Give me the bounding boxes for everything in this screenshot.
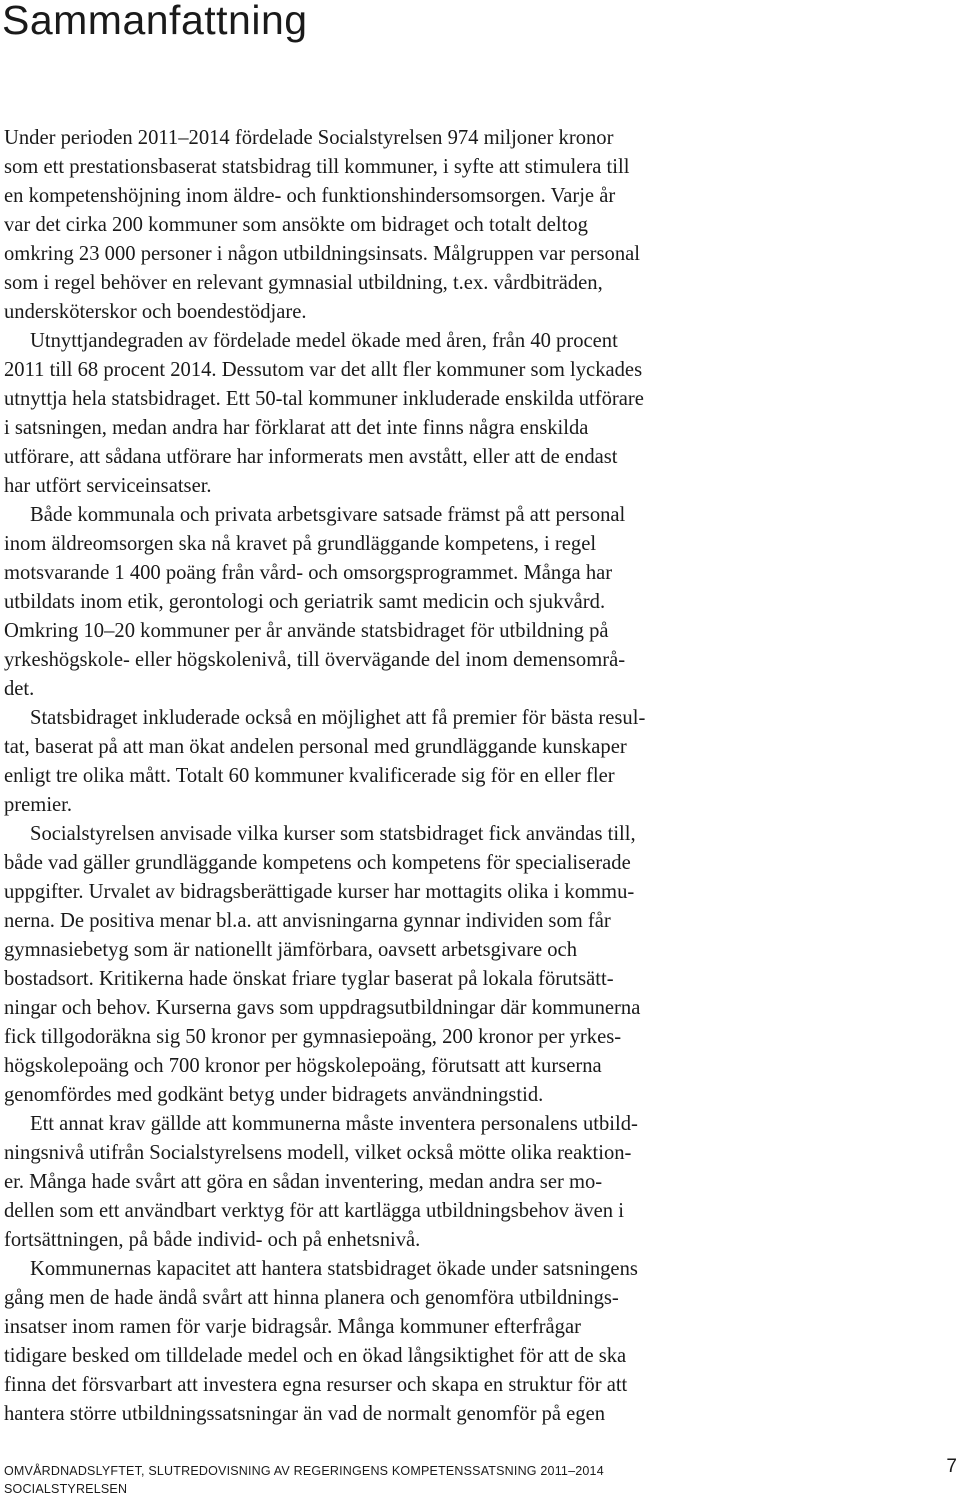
paragraph: Under perioden 2011–2014 fördelade Socialstyrelsen 974 miljoner kronor som ett prestationsbaserat statsbidrag till kommuner, i syfte att stimulera till en kompetenshöjning inom äldre- och funktionshindersomsorgen. Varje år var det cirka 200 kommuner som ansökte om bidraget och totalt deltog omkring 23 000 personer i någon utbildningsinsats. Målgruppen var personal som i regel behöver en relevant gymnasial utbildning, t.ex. vårdbiträden, undersköterskor och boendestödjare. [4,127,641,323]
footer-publisher: SOCIALSTYRELSEN [4,1482,128,1496]
footer-report-title: OMVÅRDNADSLYFTET, SLUTREDOVISNING AV REGERINGENS KOMPETENSSATSNING 2011–2014 [4,1464,604,1478]
paragraph: Statsbidraget inkluderade också en möjlighet att få premier för bästa resul- tat, baserat på att man ökat andelen personal med grundläggande kunskaper enligt tre olika mått. Totalt 60 kommuner kvalificerade sig för en eller fler premier. [4,707,646,816]
paragraph: Både kommunala och privata arbetsgivare satsade främst på att personal inom äldreomsorgen ska nå kravet på grundläggande kompetens, i regel motsvarande 1 400 poäng från vård- och omsorgsprogrammet. Många har utbildats inom etik, gerontologi och geriatrik samt medicin och sjukvård. Omkring 10–20 kommuner per år använde statsbidraget för utbildning på yrkeshögskole- eller högskolenivå, till övervägande del inom demensområ- det. [4,504,626,700]
page-number: 7 [946,1456,957,1477]
paragraph: Ett annat krav gällde att kommunerna måste inventera personalens utbild- ningsnivå utifrån Socialstyrelsens modell, vilket också mötte olika reaktion- er. Många hade svårt att göra en sådan inventering, medan andra ser mo- dellen som ett användbart verktyg för att kartlägga utbildningsbehov även i fortsättningen, på både individ- och på enhetsnivå. [4,1113,638,1251]
page-title: Sammanfattning [2,0,308,43]
paragraph: Kommunernas kapacitet att hantera statsbidraget ökade under satsningens gång men de hade ändå svårt att hinna planera och genomföra utbildnings- insatser inom ramen för varje bidragsår. Många kommuner efterfrågar tidigare besked om tilldelade medel och en ökad långsiktighet för att de ska finna det försvarbart att investera egna resurser och skapa en struktur för att hantera större utbildningssatsningar än vad de normalt genomför på egen [4,1258,638,1425]
page-footer [4,1462,604,1498]
body-text [4,124,959,1429]
paragraph: Socialstyrelsen anvisade vilka kurser som statsbidraget fick användas till, både vad gäller grundläggande kompetens och kompetens för specialiserade uppgifter. Urvalet av bidragsberättigade kurser har mottagits olika i kommu- nerna. De positiva menar bl.a. att anvisningarna gynnar individen som får gymnasiebetyg som är nationellt jämförbara, oavsett arbetsgivare och bostadsort. Kritikerna hade önskat friare tyglar baserat på lokala förutsätt- ningar och behov. Kurserna gavs som uppdragsutbildningar där kommunerna fick tillgodoräkna sig 50 kronor per gymnasiepoäng, 200 kronor per yrkes- högskolepoäng och 700 kronor per högskolepoäng, förutsatt att kurserna genomfördes med godkänt betyg under bidragets användningstid. [4,823,641,1106]
paragraph: Utnyttjandegraden av fördelade medel ökade med åren, från 40 procent 2011 till 68 procent 2014. Dessutom var det allt fler kommuner som lyckades utnyttja hela statsbidraget. Ett 50-tal kommuner inkluderade enskilda utförare i satsningen, medan andra har förklarat att det inte finns några enskilda utförare, att sådana utförare har informerats men avstått, eller att de endast har utfört serviceinsatser. [4,330,644,497]
